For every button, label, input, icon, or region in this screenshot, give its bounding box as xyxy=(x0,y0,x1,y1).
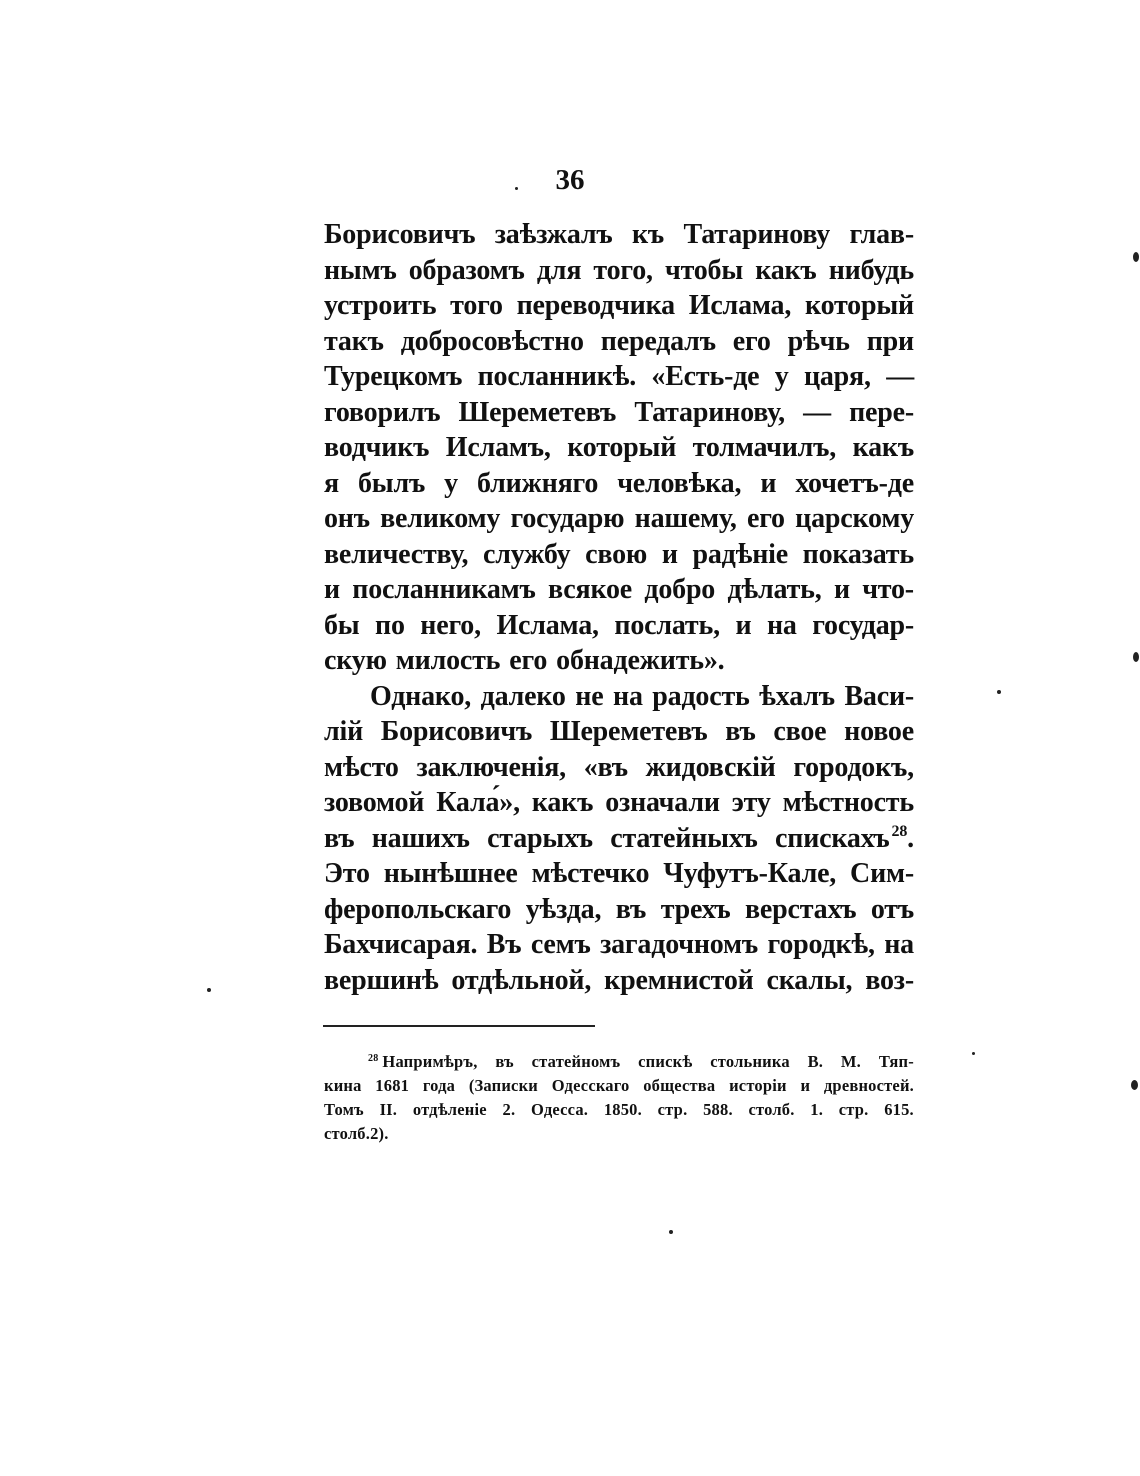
word: чтобы xyxy=(664,254,744,286)
text-line xyxy=(324,821,914,857)
text-line xyxy=(324,324,914,360)
word: Исламъ, xyxy=(445,432,551,463)
word: того, xyxy=(593,254,653,286)
word: спискѣ xyxy=(638,1052,693,1071)
word: Томъ xyxy=(324,1100,364,1119)
page-number: 36 xyxy=(555,164,585,196)
word: 1. xyxy=(810,1100,824,1119)
word: скую xyxy=(324,645,387,676)
word: его xyxy=(732,325,771,357)
word: и xyxy=(735,609,752,641)
word: нибудь xyxy=(828,254,914,286)
text-line xyxy=(324,430,914,466)
word: добросовѣстно xyxy=(400,325,584,357)
word: 2. xyxy=(502,1100,516,1119)
word: ближняго xyxy=(477,467,599,499)
word: радость xyxy=(652,680,750,712)
word: дѣлать, xyxy=(727,574,822,605)
word: былъ xyxy=(358,467,426,499)
word: жидовскій xyxy=(645,751,776,783)
word: рѣчь xyxy=(787,325,850,357)
word: посланникѣ. xyxy=(477,361,637,392)
word: Одесса. xyxy=(531,1100,589,1119)
word: я xyxy=(324,467,339,499)
word: кремнистой xyxy=(604,964,754,996)
footnote-mark: 28 xyxy=(368,1053,379,1064)
word: отдѣльной, xyxy=(451,964,592,996)
text-line xyxy=(324,927,914,963)
text-line xyxy=(324,359,914,395)
word: эту xyxy=(731,787,771,818)
scan-speck xyxy=(972,1052,975,1055)
word: Шереметевъ xyxy=(458,396,617,428)
text-line xyxy=(324,537,914,573)
word: общества xyxy=(643,1076,716,1095)
word: лій xyxy=(324,716,364,747)
word: «въ xyxy=(583,751,628,783)
scan-speck xyxy=(669,1230,673,1234)
word: такъ xyxy=(324,325,384,357)
footnote-line xyxy=(324,1074,914,1098)
word: на xyxy=(766,609,797,641)
text-line xyxy=(324,679,914,715)
word: Бахчисарая. xyxy=(324,929,478,960)
word: Тяп- xyxy=(878,1052,914,1071)
word: мѣстность xyxy=(782,787,914,818)
scan-speck xyxy=(1133,252,1139,262)
word: по xyxy=(375,609,405,641)
word: воз- xyxy=(865,964,914,996)
text-line xyxy=(324,785,914,821)
word: означали xyxy=(605,787,720,818)
word: нымъ xyxy=(324,254,397,286)
word: государ- xyxy=(812,609,914,641)
word: нынѣшнее xyxy=(383,858,518,889)
word: — xyxy=(886,361,914,392)
word: свое xyxy=(773,716,827,747)
footnote-reference: 28 xyxy=(891,822,908,840)
text-line xyxy=(324,750,914,786)
word: 1850. xyxy=(603,1100,642,1119)
text-line xyxy=(324,217,914,253)
word: Сим- xyxy=(850,858,914,889)
word: нашихъ xyxy=(371,822,470,854)
word: службу xyxy=(483,538,571,570)
word: Васи- xyxy=(844,680,914,712)
footnote-line xyxy=(324,1050,914,1074)
word: статейныхъ xyxy=(610,822,758,854)
word: говорилъ xyxy=(324,396,441,428)
word: хочетъ-де xyxy=(795,467,914,499)
word: столб. xyxy=(748,1100,795,1119)
text-line xyxy=(324,572,914,608)
text-line xyxy=(324,466,914,502)
word: и xyxy=(661,538,678,570)
word: 615. xyxy=(884,1100,914,1119)
footnote-line xyxy=(324,1098,914,1122)
word: Борисовичъ xyxy=(324,219,476,250)
word: древностей. xyxy=(823,1076,914,1095)
word: заключенія, xyxy=(416,751,566,783)
word: бы xyxy=(324,609,360,641)
word: человѣка, xyxy=(617,467,742,499)
word: столб. xyxy=(324,1124,371,1143)
word: въ xyxy=(615,893,647,925)
word: Татаринову xyxy=(683,219,831,250)
word: II. xyxy=(379,1100,398,1119)
word: загадочномъ xyxy=(600,929,759,960)
word: не xyxy=(575,680,604,712)
word: Однако, xyxy=(370,680,472,712)
word: городкѣ, xyxy=(767,929,875,960)
word: что- xyxy=(862,574,914,605)
word: мѣсто xyxy=(324,751,399,783)
text-line xyxy=(324,714,914,750)
word: статейномъ xyxy=(531,1052,621,1071)
word: добро xyxy=(644,574,716,605)
word: (Записки xyxy=(468,1076,538,1095)
word: стольника xyxy=(710,1052,790,1071)
text-line xyxy=(324,253,914,289)
word: свою xyxy=(585,538,648,570)
word: къ xyxy=(631,219,665,250)
word: мѣстечко xyxy=(531,858,650,889)
word: Кала́», xyxy=(436,787,520,818)
text-line xyxy=(324,856,914,892)
word: вершинѣ xyxy=(324,964,439,996)
word: него, xyxy=(420,609,481,641)
word: 2). xyxy=(370,1124,389,1143)
word: Шереметевъ xyxy=(549,716,708,747)
word: Ислама, xyxy=(496,609,599,641)
word: въ xyxy=(495,1052,514,1071)
word: того xyxy=(450,290,503,321)
word: ѣхалъ xyxy=(759,680,835,712)
word: стр. xyxy=(657,1100,688,1119)
word: толмачилъ, xyxy=(692,432,837,463)
word: трехъ xyxy=(660,893,731,925)
word: у xyxy=(444,467,458,499)
word: 588. xyxy=(703,1100,733,1119)
text-line xyxy=(324,395,914,431)
word: посланникамъ xyxy=(352,574,536,605)
word: старыхъ xyxy=(487,822,593,854)
word: какъ xyxy=(755,254,817,286)
word: далеко xyxy=(480,680,566,712)
word: какъ xyxy=(531,787,594,818)
word: передалъ xyxy=(600,325,716,357)
word: для xyxy=(536,254,582,286)
word: «Есть-де xyxy=(651,361,760,392)
word: верстахъ xyxy=(745,893,857,925)
word: радѣніе xyxy=(692,538,788,570)
word: года xyxy=(422,1076,456,1095)
word: и xyxy=(324,574,340,605)
word: какъ xyxy=(852,432,914,463)
word: Чуфутъ-Кале, xyxy=(663,858,837,889)
word: уѣзда, xyxy=(525,893,602,925)
footnote xyxy=(324,1050,914,1146)
word: стр. xyxy=(838,1100,869,1119)
word: Борисовичъ xyxy=(380,716,533,747)
word: кина xyxy=(324,1076,362,1095)
word: онъ xyxy=(324,503,370,534)
word: — xyxy=(803,396,831,428)
word: послать, xyxy=(614,609,720,641)
word: феропольскаго xyxy=(324,893,512,925)
word: Это xyxy=(324,858,370,889)
word: показать xyxy=(802,538,914,570)
scan-speck xyxy=(997,690,1001,694)
word: заѣзжалъ xyxy=(494,219,613,250)
text-line xyxy=(324,963,914,999)
word: который xyxy=(567,432,677,463)
word: великому xyxy=(380,503,501,534)
text-line xyxy=(324,501,914,537)
word: новое xyxy=(844,716,914,747)
footnote-rule xyxy=(323,1025,595,1027)
word: скалы, xyxy=(766,964,853,996)
word: образомъ xyxy=(408,254,525,286)
word: на xyxy=(884,929,914,960)
word: милость xyxy=(395,645,501,676)
body-text xyxy=(324,217,914,998)
word: Ислама, xyxy=(688,290,792,321)
word: обнадежить». xyxy=(556,645,725,676)
word: нашему, xyxy=(634,503,737,534)
word: В. xyxy=(807,1052,824,1071)
word: семъ xyxy=(530,929,591,960)
word: который xyxy=(805,290,914,321)
word: глав- xyxy=(849,219,914,250)
word: устроить xyxy=(324,290,437,321)
word: при xyxy=(866,325,914,357)
text-line xyxy=(324,643,914,679)
scan-speck xyxy=(207,988,211,992)
word: пере- xyxy=(849,396,914,428)
word: его xyxy=(747,503,785,534)
scan-speck xyxy=(1133,652,1139,662)
scan-speck xyxy=(515,187,518,190)
word: М. xyxy=(840,1052,862,1071)
word: всякое xyxy=(548,574,633,605)
word: на xyxy=(613,680,643,712)
word: водчикъ xyxy=(324,432,430,463)
word: городокъ, xyxy=(793,751,914,783)
word: отъ xyxy=(870,893,914,925)
footnote-line xyxy=(324,1122,914,1146)
word: Татаринову, xyxy=(634,396,785,428)
word: величеству, xyxy=(324,538,469,570)
word: исторіи xyxy=(729,1076,787,1095)
word: переводчика xyxy=(516,290,675,321)
word: 1681 xyxy=(375,1076,410,1095)
word: государю xyxy=(510,503,625,534)
text-line xyxy=(324,288,914,324)
word: и xyxy=(833,574,850,605)
word: Турецкомъ xyxy=(324,361,463,392)
word: Въ xyxy=(486,929,522,960)
text-line xyxy=(324,608,914,644)
word: спискахъ $^{28}$. xyxy=(775,822,914,854)
word: $^{28}$ Напримѣръ, xyxy=(368,1052,478,1071)
word: Одесскаго xyxy=(551,1076,630,1095)
text-line xyxy=(324,892,914,928)
word: въ xyxy=(725,716,756,747)
scan-speck xyxy=(1131,1080,1138,1090)
word: царя, xyxy=(803,361,871,392)
word: и xyxy=(800,1076,811,1095)
word: его xyxy=(509,645,548,676)
word: и xyxy=(760,467,777,499)
word: царскому xyxy=(795,503,914,534)
word: у xyxy=(774,361,789,392)
word: въ xyxy=(324,822,355,854)
word: отдѣленіе xyxy=(412,1100,487,1119)
word: зовомой xyxy=(324,787,425,818)
